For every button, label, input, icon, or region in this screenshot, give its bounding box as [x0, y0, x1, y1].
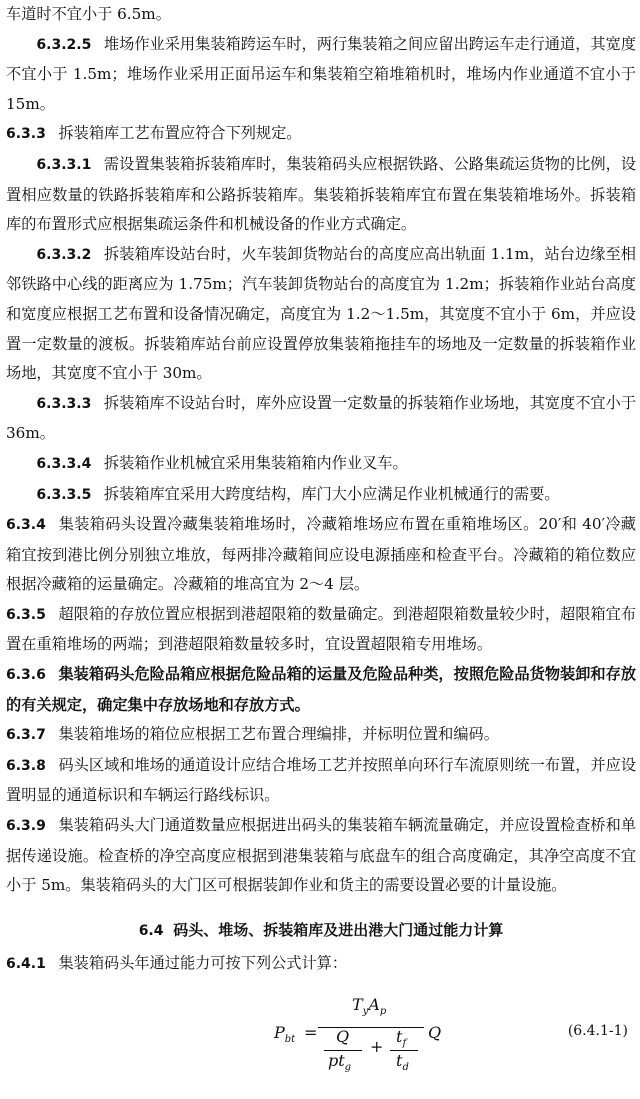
clause-6-3-5 — [6, 600, 636, 660]
formula-tail-q: Q — [428, 1023, 442, 1043]
clause-number: 6.3.9 — [6, 818, 46, 835]
denominator-td: $t_d$ — [396, 1051, 409, 1074]
clause-number: 6.3.3.1 — [36, 156, 92, 173]
denominator-tf: $t_f$ — [396, 1027, 407, 1050]
clause-number: 6.3.3.2 — [36, 246, 92, 263]
clause-text: 集装箱码头危险品箱应根据危险品箱的运量及危险品种类，按照危险品货物装卸和存放的有关规定，确定集中存放场地和存放方式。 — [6, 665, 636, 714]
clause-text: 码头区域和堆场的通道设计应结合堆场工艺并按照单向环行车流原则统一布置，并应设置明显的通道标识和车辆运行路线标识。 — [6, 755, 636, 805]
clause-number: 6.3.3 — [6, 126, 46, 143]
paragraph-continuation — [6, 0, 636, 30]
clause-text: 堆场作业采用集装箱跨运车时，两行集装箱之间应留出跨运车走行通道，其宽度不宜小于 1.5m；堆场作业采用正面吊运车和集装箱空箱堆箱机时，堆场内作业通道不宜小于 15m。 — [6, 34, 636, 113]
clause-text: 集装箱码头大门通道数量应根据进出码头的集装箱车辆流量确定，并应设置检查桥和单据传递设施。检查桥的净空高度应根据到港集装箱与底盘车的组合高度确定，其净空高度不宜小于 5m。集装箱码头的大门区可根据装卸作业和货主的需要设置必要的计量设施。 — [6, 816, 636, 895]
clause-6-3-4 — [6, 510, 636, 600]
clause-number: 6.3.3.4 — [36, 455, 92, 472]
clause-text: 集装箱码头设置冷藏集装箱堆场时，冷藏箱堆场应布置在重箱堆场区。20′和 40′冷藏箱宜按到港比例分别独立堆放，每两排冷藏箱间应设电源插座和检查平台。冷藏箱的箱位数应根据冷藏箱的运量确定。冷藏箱的堆高宜为 2～4 层。 — [6, 515, 636, 594]
clause-text: 集装箱码头年通过能力可按下列公式计算： — [58, 953, 348, 972]
formula-equals: = — [304, 1023, 318, 1043]
clause-number: 6.3.4 — [6, 517, 46, 534]
clause-number: 6.3.3.5 — [36, 486, 92, 503]
clause-number: 6.3.3.3 — [36, 395, 92, 412]
clause-text: 集装箱堆场的箱位应根据工艺布置合理编排，并标明位置和编码。 — [58, 725, 499, 744]
denominator-q: Q — [336, 1027, 350, 1047]
section-title-text: 码头、堆场、拆装箱库及进出港大门通过能力计算 — [173, 920, 504, 939]
clause-number: 6.3.8 — [6, 757, 46, 774]
clause-number: 6.3.5 — [6, 606, 46, 623]
clause-number: 6.4.1 — [6, 955, 46, 972]
clause-6-3-3-3 — [6, 389, 636, 449]
clause-number: 6.3.6 — [6, 667, 46, 684]
clause-6-4-1 — [6, 949, 636, 980]
clause-text: 拆装箱库不设站台时，库外应设置一定数量的拆装箱作业场地，其宽度不宜小于 36m。 — [6, 393, 636, 443]
clause-6-3-2-5 — [6, 30, 636, 120]
clause-text: 超限箱的存放位置应根据到港超限箱的数量确定。到港超限箱数量较少时，超限箱宜布置在重箱堆场的两端；到港超限箱数量较多时，宜设置超限箱专用堆场。 — [6, 604, 636, 654]
formula-block — [6, 979, 636, 1099]
clause-6-3-8 — [6, 751, 636, 811]
clause-6-3-3-4 — [6, 449, 636, 480]
formula-plus: + — [370, 1037, 384, 1057]
clause-text: 拆装箱库宜采用大跨度结构，库门大小应满足作业机械通行的需要。 — [103, 484, 560, 503]
clause-number: 6.3.2.5 — [36, 36, 92, 53]
section-number: 6.4 — [138, 922, 164, 939]
clause-6-3-3-5 — [6, 480, 636, 511]
clause-6-3-3-2 — [6, 240, 636, 389]
clause-6-3-3 — [6, 119, 636, 150]
clause-text: 拆装箱库设站台时，火车装卸货物站台的高度应高出轨面 1.1m，站台边缘至相邻铁路中心线的距离应为 1.75m；汽车装卸货物站台的高度宜为 1.2m；拆装箱作业站台高度和宽度应根据工艺布置和设备情况确定，高度宜为 1.2～1.5m，其宽度不宜小于 6m，并应设置一定数量的渡板。拆装箱库站台前应设置停放集装箱拖挂车的场地及一定数量的拆装箱作业场地，其宽度不宜小于 30m。 — [6, 244, 636, 383]
clause-6-3-9 — [6, 811, 636, 901]
clause-text: 需设置集装箱拆装箱库时，集装箱码头应根据铁路、公路集疏运货物的比例，设置相应数量的铁路拆装箱库和公路拆装箱库。集装箱拆装箱库宜布置在集装箱堆场外。拆装箱库的布置形式应根据集疏运条件和机械设备的作业方式确定。 — [6, 154, 636, 234]
clause-text: 拆装箱作业机械宜采用集装箱箱内作业叉车。 — [103, 453, 408, 472]
formula-numerator: $T_yA_p$ — [352, 995, 387, 1018]
clause-6-3-6 — [6, 660, 636, 720]
paragraph-text: 车道时不宜小于 6.5m。 — [6, 5, 171, 23]
clause-6-3-3-1 — [6, 150, 636, 240]
main-fraction-bar — [318, 1027, 424, 1028]
denominator-ptg: $pt_g$ — [328, 1051, 352, 1074]
section-heading-6-4 — [6, 901, 636, 949]
clause-text: 拆装箱库工艺布置应符合下列规定。 — [58, 124, 302, 143]
formula-lhs: $P_{bt}$ — [274, 1023, 296, 1046]
clause-6-3-7 — [6, 720, 636, 751]
clause-number: 6.3.7 — [6, 727, 46, 744]
equation-number: (6.4.1-1) — [567, 1023, 628, 1040]
